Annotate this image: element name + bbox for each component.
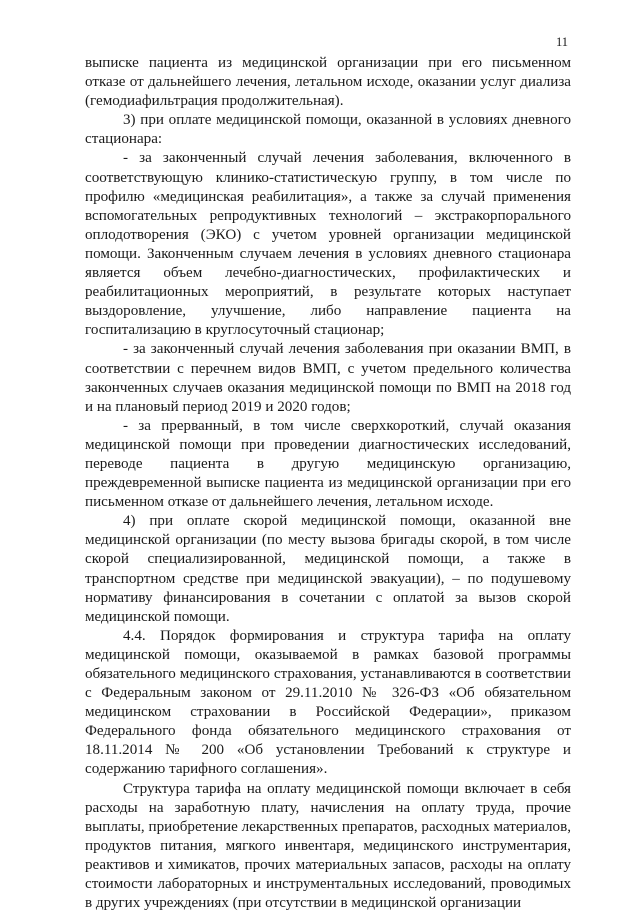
paragraph-tariff-formation: 4.4. Порядок формирования и структура тарифа на оплату медицинской помощи, оказываемой в рамках базовой программы обязательного медицинского страхования, устанавливаются в соответствии с Федеральным законом от 29.11.2010 № 326-ФЗ «Об обязательном медицинском страховании в Российской Федерации», приказом Федерального фонда обязательного медицинского страхования от 18.11.2014 № 200 «Об установлении Требований к структуре и содержанию тарифного соглашения». <box>85 627 571 778</box>
document-body <box>85 54 571 913</box>
paragraph-completed-case-ksg: - за законченный случай лечения заболевания, включенного в соответствующую клинико-статистическую группу, в том числе по профилю «медицинская реабилитация», а также за случай применения вспомогательных репродуктивных технологий – экстракорпорального оплодотворения (ЭКО) с учетом уровней организации медицинской помощи. Законченным случаем лечения в условиях дневного стационара является объем лечебно-диагностических, профилактических и реабилитационных мероприятий, в результате которых наступает выздоровление, улучшение, либо направление пациента на госпитализацию в круглосуточный стационар; <box>85 150 571 339</box>
paragraph-completed-case-vmp: - за законченный случай лечения заболевания при оказании ВМП, в соответствии с перечнем видов ВМП, с учетом предельного количества законченных случаев оказания медицинской помощи по ВМП на 2018 год и на плановый период 2019 и 2020 годов; <box>85 341 571 415</box>
paragraph-continuation: выписке пациента из медицинской организации при его письменном отказе от дальнейшего лечения, летальном исходе, оказании услуг диализа (гемодиафильтрация продолжительная). <box>85 55 571 110</box>
paragraph-emergency-care-payment: 4) при оплате скорой медицинской помощи, оказанной вне медицинской организации (по месту вызова бригады скорой, в том числе скорой специализированной, медицинской помощи, а также в транспортном средстве при медицинской эвакуации), – по подушевому нормативу финансирования в сочетании с оплатой за вызов скорой медицинской помощи. <box>85 513 571 625</box>
page-number: 11 <box>555 35 568 49</box>
paragraph-tariff-structure: Структура тарифа на оплату медицинской помощи включает в себя расходы на заработную плату, начисления на оплату труда, прочие выплаты, приобретение лекарственных препаратов, расходных материалов, продуктов питания, мягкого инвентаря, медицинского инструментария, реактивов и химикатов, прочих материальных запасов, расходы на оплату стоимости лабораторных и инструментальных исследований, проводимых в других учреждениях (при отсутствии в медицинской организации <box>85 780 571 912</box>
paragraph-interrupted-case: - за прерванный, в том числе сверхкороткий, случай оказания медицинской помощи при проведении диагностических исследований, переводе пациента в другую медицинскую организацию, преждевременной выписке пациента из медицинской организации при его письменном отказе от дальнейшего лечения, летальном исходе. <box>85 417 571 511</box>
paragraph-day-hospital-payment: 3) при оплате медицинской помощи, оказанной в условиях дневного стационара: <box>85 112 571 148</box>
